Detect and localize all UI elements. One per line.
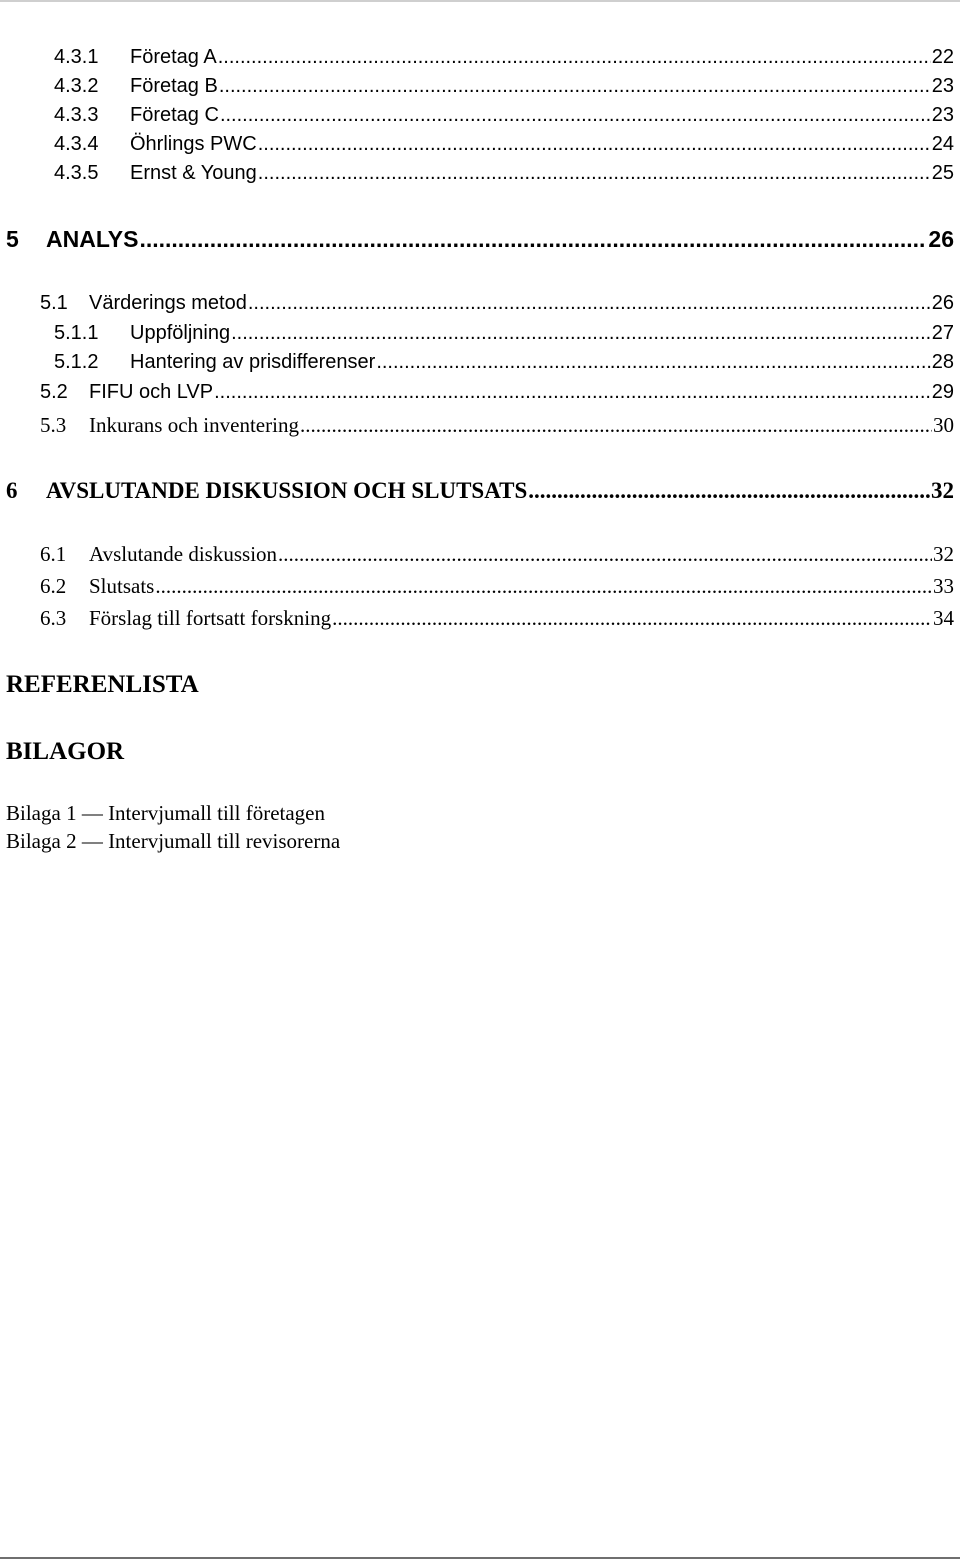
toc-entry-title: FIFU och LVP: [89, 381, 214, 403]
references-heading[interactable]: REFERENLISTA: [6, 671, 199, 698]
toc-entry-5-1[interactable]: [40, 290, 954, 316]
toc-entry-page: 27: [931, 322, 954, 344]
toc-chapter-page: 32: [931, 478, 954, 503]
toc-dot-leader: [528, 478, 930, 504]
toc-entry-4-3-5[interactable]: [54, 160, 954, 186]
toc-entry-page: 23: [931, 75, 954, 97]
toc-entry-page: 32: [933, 542, 954, 566]
toc-dot-leader: [258, 160, 931, 186]
toc-dot-leader: [248, 290, 931, 316]
toc-entry-number: 5.1.1: [54, 322, 99, 344]
toc-entry-4-3-2[interactable]: [54, 73, 954, 99]
toc-dot-leader: [155, 573, 932, 599]
toc-entry-number: 4.3.5: [54, 162, 99, 184]
toc-entry-5-1-1[interactable]: [54, 320, 954, 346]
toc-chapter-title: ANALYS: [46, 226, 139, 252]
toc-chapter-title: AVSLUTANDE DISKUSSION OCH SLUTSATS: [46, 478, 528, 503]
toc-entry-title: Hantering av prisdifferenser: [130, 351, 376, 373]
toc-dot-leader: [231, 320, 931, 346]
toc-entry-page: 26: [931, 292, 954, 314]
toc-entry-number: 5.1: [40, 292, 68, 314]
toc-dot-leader: [300, 412, 932, 438]
toc-entry-5-1-2[interactable]: [54, 349, 954, 375]
toc-entry-number: 6.3: [40, 606, 67, 630]
toc-entry-number: 5.2: [40, 381, 68, 403]
toc-chapter-6[interactable]: [6, 478, 954, 504]
toc-chapter-number: 5: [6, 226, 19, 252]
toc-chapter-5[interactable]: [6, 226, 954, 252]
toc-entry-4-3-4[interactable]: [54, 131, 954, 157]
toc-entry-page: 23: [931, 104, 954, 126]
toc-entry-5-3[interactable]: [40, 412, 954, 438]
toc-entry-title: Slutsats: [89, 574, 155, 598]
toc-entry-6-3[interactable]: [40, 605, 954, 631]
toc-entry-4-3-3[interactable]: [54, 102, 954, 128]
appendices-heading[interactable]: BILAGOR: [6, 738, 125, 765]
toc-dot-leader: [139, 226, 927, 252]
toc-entry-title: Ernst & Young: [130, 162, 257, 184]
toc-entry-page: 33: [933, 574, 954, 598]
toc-entry-number: 5.1.2: [54, 351, 99, 373]
toc-entry-title: Förslag till fortsatt forskning: [89, 606, 332, 630]
toc-entry-5-2[interactable]: [40, 379, 954, 405]
toc-entry-title: Avslutande diskussion: [89, 542, 278, 566]
toc-entry-page: 29: [931, 381, 954, 403]
page-bottom-rule: [0, 1557, 960, 1559]
toc-dot-leader: [218, 44, 931, 70]
toc-entry-title: Öhrlings PWC: [130, 133, 257, 155]
toc-entry-page: 25: [931, 162, 954, 184]
toc-entry-number: 6.1: [40, 542, 67, 566]
toc-entry-number: 6.2: [40, 574, 67, 598]
toc-dot-leader: [219, 73, 931, 99]
toc-dot-leader: [278, 541, 932, 567]
toc-entry-6-1[interactable]: [40, 541, 954, 567]
toc-entry-page: 34: [933, 606, 954, 630]
toc-entry-number: 4.3.4: [54, 133, 99, 155]
toc-dot-leader: [214, 379, 931, 405]
toc-entry-page: 28: [931, 351, 954, 373]
toc-entry-title: Uppföljning: [130, 322, 231, 344]
page-top-rule: [0, 0, 960, 2]
toc-entry-page: 24: [931, 133, 954, 155]
toc-entry-6-2[interactable]: [40, 573, 954, 599]
toc-entry-title: Företag B: [130, 75, 218, 97]
toc-entry-title: Företag C: [130, 104, 219, 126]
toc-entry-page: 22: [931, 46, 954, 68]
toc-entry-title: Företag A: [130, 46, 217, 68]
toc-entry-4-3-1[interactable]: [54, 44, 954, 70]
toc-entry-number: 4.3.3: [54, 104, 99, 126]
appendix-item-1[interactable]: Bilaga 1 — Intervjumall till företagen: [6, 801, 325, 825]
toc-entry-number: 4.3.2: [54, 75, 99, 97]
appendix-item-2[interactable]: Bilaga 2 — Intervjumall till revisorerna: [6, 829, 341, 853]
toc-entry-title: Inkurans och inventering: [89, 413, 299, 437]
toc-dot-leader: [332, 605, 932, 631]
toc-entry-number: 5.3: [40, 413, 67, 437]
toc-entry-page: 30: [933, 413, 954, 437]
toc-dot-leader: [220, 102, 931, 128]
toc-entry-number: 4.3.1: [54, 46, 99, 68]
toc-chapter-page: 26: [928, 226, 954, 252]
toc-dot-leader: [258, 131, 931, 157]
toc-dot-leader: [376, 349, 930, 375]
toc-entry-title: Värderings metod: [89, 292, 247, 314]
toc-chapter-number: 6: [6, 478, 18, 503]
